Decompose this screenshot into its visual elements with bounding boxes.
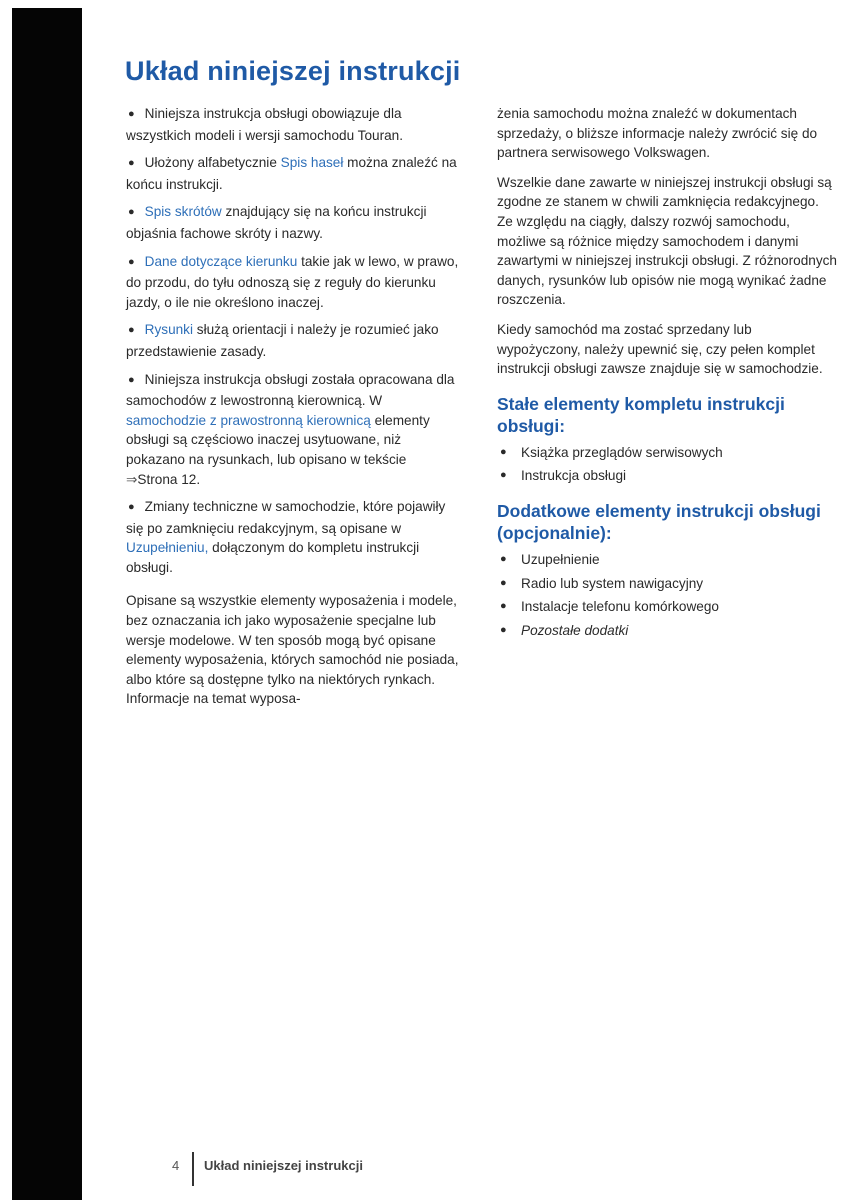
bullet-text: znajdujący się na końcu instrukcji objaśnia fachowe skróty i nazwy.: [126, 204, 427, 241]
footer-divider: [192, 1152, 194, 1186]
list-item: [497, 597, 837, 617]
bullet-icon: ●: [500, 469, 507, 482]
bullet-icon: ●: [128, 108, 135, 120]
page-edge: [0, 0, 12, 1200]
link-prawostronna-kierownica[interactable]: samochodzie z prawostronną kierownicą: [126, 412, 371, 428]
bullet-paragraph: [126, 370, 462, 490]
page-number: 4: [172, 1158, 180, 1173]
bullet-icon: ●: [128, 373, 135, 386]
bullet-icon: ●: [128, 157, 135, 170]
bullet-text: takie jak w lewo, w prawo, do przodu, do tyłu odnoszą się z reguły do kierunku jazdy, o ile nie określono inaczej.: [126, 253, 459, 310]
link-spis-skrotow[interactable]: Spis skrótów: [144, 204, 222, 220]
left-column: [126, 104, 462, 719]
footer-title: Układ niniejszej instrukcji: [204, 1158, 363, 1173]
bullet-icon: ●: [500, 552, 507, 565]
list-item-text: Pozostałe dodatki: [521, 622, 629, 638]
list-item-text: Instrukcja obsługi: [521, 468, 627, 484]
bullet-text: służą orientacji i należy je rozumieć jako przedstawienie zasady.: [126, 322, 439, 359]
bullet-paragraph: [126, 252, 462, 313]
bullet-icon: ●: [500, 445, 507, 458]
binding-shadow: [12, 0, 82, 1200]
list-item-text: Uzupełnienie: [521, 551, 600, 567]
bullet-paragraph: [126, 153, 462, 194]
bullet-paragraph: [126, 104, 462, 145]
list-item-text: Instalacje telefonu komórkowego: [521, 599, 719, 615]
list-item: [497, 621, 837, 641]
bullet-text: Zmiany techniczne w samochodzie, które pojawiły się po zamknięciu redakcyjnym, są opisane w: [126, 499, 446, 536]
link-spis-hasel[interactable]: Spis haseł: [280, 155, 344, 171]
link-dane-kierunku[interactable]: Dane dotyczące kierunku: [144, 253, 298, 269]
bullet-icon: ●: [500, 600, 507, 613]
section-heading-fixed: Stałe elementy kompletu instrukcji obsługi:: [497, 393, 785, 436]
list-item-text: Książka przeglądów serwisowych: [521, 444, 723, 460]
bullet-icon: ●: [128, 501, 135, 514]
optional-elements-list: [497, 550, 837, 640]
binding-top-gap: [0, 0, 82, 8]
bullet-text: dołączonym do kompletu instrukcji obsługi.: [126, 540, 420, 575]
list-item-text: Radio lub system nawigacyjny: [521, 575, 704, 591]
list-item: [497, 550, 837, 570]
body-paragraph: żenia samochodu można znaleźć w dokumentach sprzedaży, o bliższe informacje należy zwrócić się do partnera serwisowego Volkswagen.: [497, 106, 818, 161]
body-paragraph: Kiedy samochód ma zostać sprzedany lub wypożyczony, należy upewnić się, czy pełen komplet instrukcji obsługi zawsze znajduje się w samochodzie.: [497, 321, 823, 377]
bullet-paragraph: [126, 202, 462, 243]
link-uzupelnienie[interactable]: Uzupełnieniu,: [126, 540, 209, 556]
bullet-icon: ●: [500, 623, 507, 636]
bullet-text: Niniejsza instrukcja obsługi obowiązuje dla wszystkich modeli i wersji samochodu Touran.: [126, 106, 404, 143]
bullet-text: Niniejsza instrukcja obsługi została opracowana dla samochodów z lewostronną kierownicą. W: [126, 371, 455, 409]
body-paragraph: Opisane są wszystkie elementy wyposażenia i modele, bez oznaczania ich jako wyposażenie specjalne lub wersje modelowe. W ten sposób mogą być opisane elementy wyposażenia, których samochód nie posiada, albo które są dostępne tylko na niektórych rynkach. Informacje na temat wyposa-: [126, 593, 459, 707]
page-reference[interactable]: Strona 12.: [137, 471, 201, 487]
right-column: [497, 104, 837, 648]
bullet-paragraph: [126, 497, 462, 577]
page-title: Układ niniejszej instrukcji: [125, 56, 461, 86]
bullet-text: Ułożony alfabetycznie: [144, 155, 281, 171]
bullet-icon: ●: [500, 576, 507, 589]
list-item: [497, 443, 837, 463]
link-rysunki[interactable]: Rysunki: [144, 322, 194, 338]
bullet-icon: ●: [128, 255, 135, 268]
body-paragraph: Wszelkie dane zawarte w niniejszej instrukcji obsługi są zgodne ze stanem w chwili zamknięcia redakcyjnego. Ze względu na ciągły, dalszy rozwój samochodu, możliwe są różnice między samochodem i danymi zawartymi w niniejszej instrukcji obsługi. Z różnorodnych danych, rysunków lub opisów nie mogą wynikać żadne roszczenia.: [497, 174, 837, 308]
list-item: [497, 466, 837, 486]
bullet-text: można znaleźć na końcu instrukcji.: [126, 155, 457, 192]
page-ref-arrow-icon: ⇒: [126, 471, 138, 487]
bullet-icon: ●: [128, 324, 135, 337]
bullet-text: elementy obsługi są częściowo inaczej usytuowane, niż pokazano na rysunkach, lub opisano w tekście: [126, 412, 430, 467]
section-heading-optional: Dodatkowe elementy instrukcji obsługi (opcjonalnie):: [497, 500, 821, 543]
bullet-paragraph: [126, 320, 462, 361]
list-item: [497, 574, 837, 594]
fixed-elements-list: [497, 443, 837, 486]
bullet-icon: ●: [128, 206, 135, 219]
